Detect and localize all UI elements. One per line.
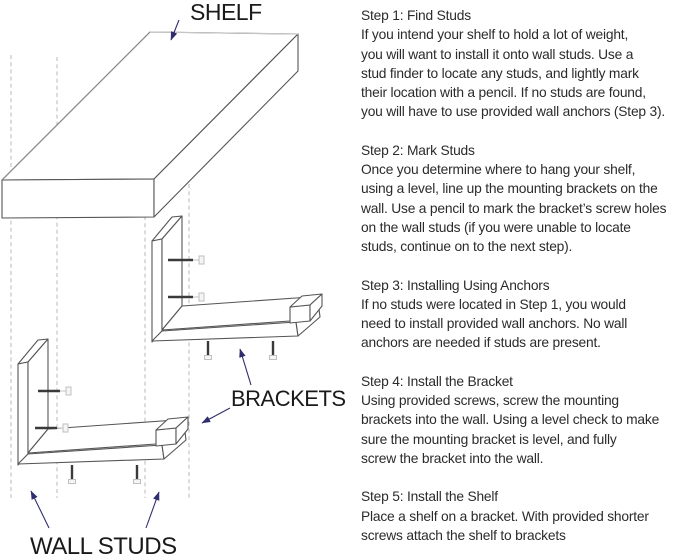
step-2-line: Once you determine where to hang your shelf,	[361, 162, 636, 178]
wall-studs-label: WALL STUDS	[30, 533, 177, 556]
step-2	[361, 141, 677, 257]
step-1-heading: Step 1: Find Studs	[361, 8, 471, 23]
step-4-line: brackets into the wall. Using a level check to make	[361, 412, 660, 428]
step-1	[361, 6, 677, 122]
step-4-line: sure the mounting bracket is level, and fully	[361, 431, 617, 447]
step-2-heading: Step 2: Mark Studs	[361, 142, 475, 158]
shelf-drawing	[2, 32, 298, 218]
screw-lower-shelf-1-head	[69, 480, 76, 484]
step-4-line: screw the bracket into the wall.	[361, 450, 544, 466]
step-1-line: their location with a pencil. If no studs are found,	[361, 85, 646, 101]
shelf-label: SHELF	[190, 0, 262, 25]
step-1-line: you will have to use provided wall anchors (Step 3).	[361, 104, 666, 120]
screw-upper-shelf-2-head	[270, 356, 277, 360]
step-3	[361, 276, 677, 353]
step-3-line: need to install provided wall anchors. No wall	[361, 316, 628, 332]
step-2-line: studs, continue on to the next step).	[361, 239, 573, 255]
screw-lower-shelf-2-head	[134, 480, 141, 484]
step-3-heading: Step 3: Installing Using Anchors	[361, 277, 550, 293]
bracket-upper-lip-front	[290, 305, 310, 323]
step-3-line: anchors are needed if studs are present.	[361, 335, 601, 351]
bracket-upper	[152, 216, 322, 342]
screw-upper-wall-2-head	[199, 293, 204, 301]
bracket-lower-lip-front	[156, 428, 176, 446]
screw-upper-shelf-1-head	[205, 356, 212, 360]
bracket-lower-plate-front	[18, 362, 28, 465]
step-5-line: Place a shelf on a bracket. With provided shorter	[361, 508, 649, 524]
step-5	[361, 487, 677, 545]
bracket-upper-plate-front	[152, 239, 162, 342]
step-4-line: Using provided screws, screw the mounting	[361, 393, 619, 409]
step-1-line: you will want to install it onto wall studs. Use a	[361, 46, 634, 62]
step-2-line: wall. Use a pencil to mark the bracket’s screw holes	[361, 200, 667, 216]
bracket-lower	[18, 339, 188, 465]
step-2-line: using a level, line up the mounting brackets on the	[361, 181, 658, 197]
brackets-label: BRACKETS	[231, 386, 346, 411]
screw-lower-wall-2-head	[63, 424, 68, 432]
instructions-panel	[361, 6, 677, 556]
shelf-front-face	[2, 179, 154, 218]
step-2-line: on the wall studs (if you were unable to locate	[361, 219, 631, 235]
step-3-line: If no studs were located in Step 1, you would	[361, 296, 626, 312]
step-1-line: stud finder to locate any studs, and lightly mark	[361, 65, 639, 81]
brackets-arrow-lower	[202, 408, 230, 423]
wall-studs-arrow-right	[146, 492, 159, 528]
step-4	[361, 372, 677, 468]
brackets-arrow-upper	[240, 349, 251, 385]
step-5-heading: Step 5: Install the Shelf	[361, 489, 498, 505]
step-1-line: If you intend your shelf to hold a lot of weight,	[361, 27, 629, 43]
wall-studs-arrow-left	[31, 491, 49, 528]
step-5-line: screws attach the shelf to brackets	[361, 527, 566, 543]
screw-upper-wall-1-head	[199, 256, 204, 264]
screw-lower-wall-1-head	[66, 387, 71, 395]
step-4-heading: Step 4: Install the Bracket	[361, 373, 513, 389]
